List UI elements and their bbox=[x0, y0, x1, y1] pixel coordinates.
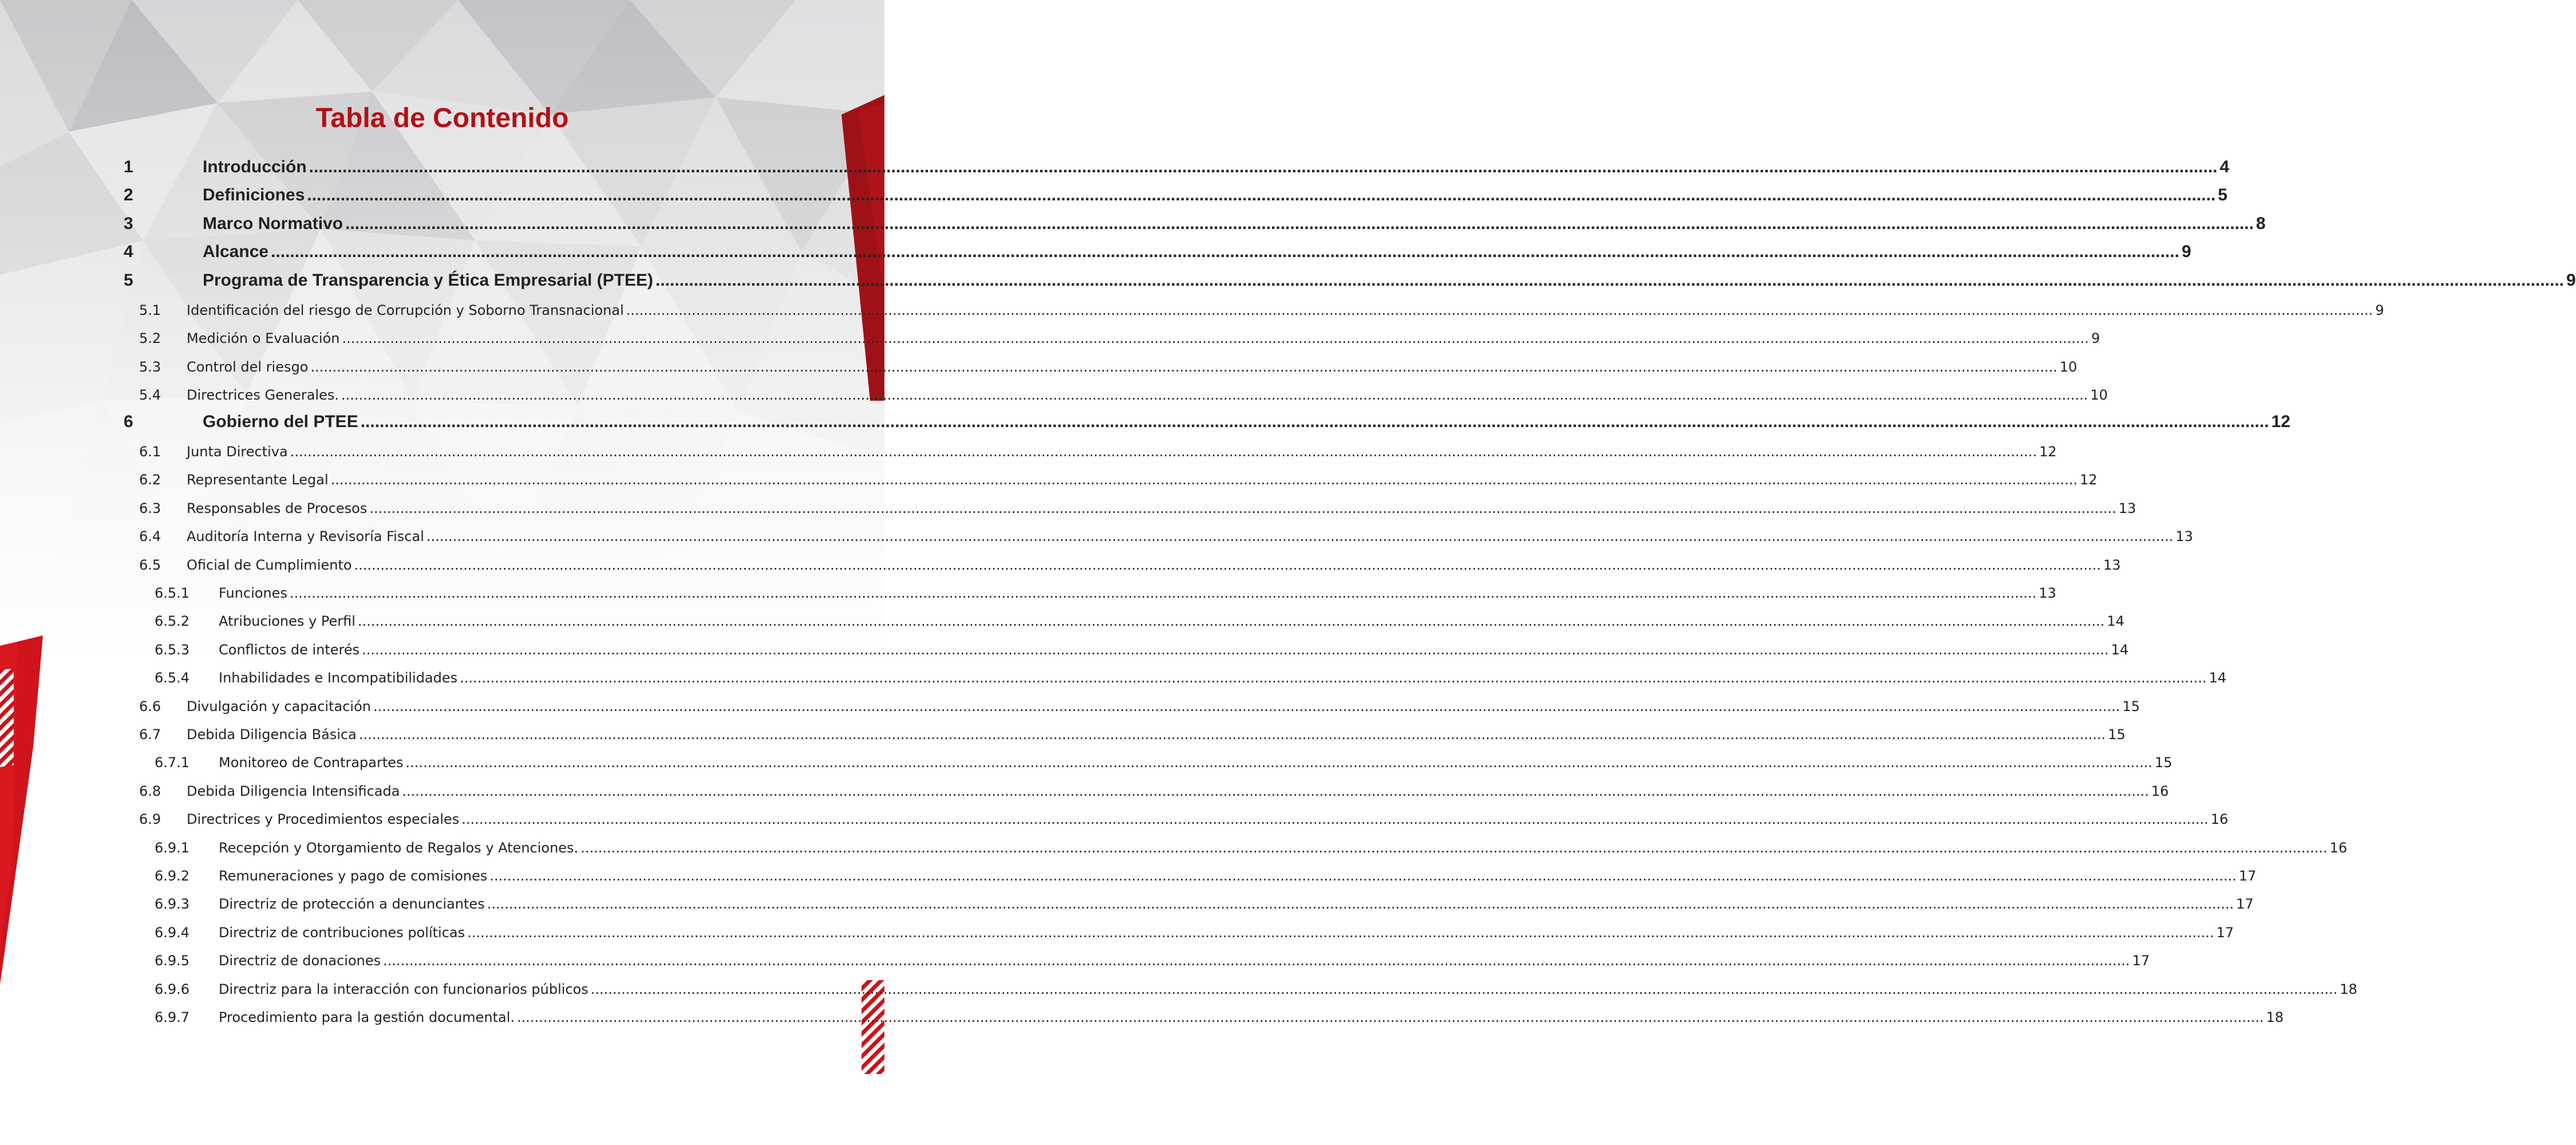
toc-entry-label: Gobierno del PTEE bbox=[203, 412, 358, 431]
toc-entry[interactable] bbox=[0, 205, 2266, 234]
dot-leader: ................................................................................................................................................................................................................................................................................................................................................................................................................ bbox=[310, 358, 2057, 375]
toc-entry[interactable] bbox=[0, 262, 2576, 290]
toc-entry-number: 3 bbox=[124, 214, 133, 233]
dot-leader: ................................................................................................................................................................................................................................................................................................................................................................................................................ bbox=[358, 727, 2106, 743]
toc-entry-label: Debida Diligencia Básica bbox=[187, 727, 357, 743]
toc-entry-label: Directrices Generales. bbox=[187, 387, 339, 404]
toc-entry-label: Atribuciones y Perfil bbox=[219, 613, 355, 630]
dot-leader: ................................................................................................................................................................................................................................................................................................................................................................................................................ bbox=[357, 613, 2105, 630]
toc-entry-label: Control del riesgo bbox=[187, 358, 309, 375]
toc-entry-page: 8 bbox=[2256, 214, 2266, 233]
toc-entry-label: Recepción y Otorgamiento de Regalos y Atenciones. bbox=[219, 839, 579, 856]
toc-entry-number: 1 bbox=[124, 157, 133, 176]
dot-leader: ................................................................................................................................................................................................................................................................................................................................................................................................................ bbox=[590, 981, 2338, 997]
dot-leader: ................................................................................................................................................................................................................................................................................................................................................................................................................ bbox=[309, 157, 2218, 176]
dot-leader: ................................................................................................................................................................................................................................................................................................................................................................................................................ bbox=[345, 214, 2254, 233]
toc-entry-label: Definiciones bbox=[203, 185, 305, 205]
toc-entry-number: 6.9.6 bbox=[155, 981, 190, 997]
toc-entry-page: 12 bbox=[2080, 472, 2097, 488]
toc-entry-label: Identificación del riesgo de Corrupción y Soborno Transnacional bbox=[187, 302, 624, 318]
toc-entry-page: 18 bbox=[2340, 981, 2357, 997]
dot-leader: ................................................................................................................................................................................................................................................................................................................................................................................................................ bbox=[461, 811, 2208, 828]
toc-entry-page: 13 bbox=[2103, 556, 2121, 573]
toc-entry-page: 4 bbox=[2219, 157, 2230, 176]
toc-entry-number: 6.1 bbox=[139, 444, 161, 460]
toc-entry-number: 6.2 bbox=[139, 472, 161, 488]
toc-entry-number: 6.8 bbox=[139, 783, 161, 799]
toc-entry[interactable] bbox=[0, 969, 2357, 997]
toc-entry-page: 17 bbox=[2132, 953, 2150, 969]
toc-entry-label: Marco Normativo bbox=[203, 214, 343, 233]
toc-entry-page: 16 bbox=[2329, 839, 2348, 856]
toc-entry-page: 16 bbox=[2151, 783, 2169, 799]
toc-entry-number: 6.5 bbox=[139, 556, 161, 573]
toc-entry-page: 13 bbox=[2118, 500, 2136, 516]
toc-entry[interactable] bbox=[0, 601, 2125, 630]
toc-entry-number: 6.3 bbox=[139, 500, 161, 516]
toc-entry-label: Inhabilidades e Incompatibilidades bbox=[219, 670, 458, 686]
toc-entry-number: 6.6 bbox=[139, 698, 161, 714]
toc-entry[interactable] bbox=[0, 799, 2229, 828]
dot-leader: ................................................................................................................................................................................................................................................................................................................................................................................................................ bbox=[373, 698, 2120, 714]
toc-entry-page: 13 bbox=[2175, 528, 2193, 545]
toc-entry-number: 6.9.3 bbox=[155, 896, 190, 913]
toc-entry[interactable] bbox=[0, 629, 2129, 658]
toc-entry-label: Procedimiento para la gestión documental. bbox=[219, 1009, 515, 1025]
toc-entry[interactable] bbox=[0, 488, 2136, 516]
toc-entry-label: Remuneraciones y pago de comisiones bbox=[219, 868, 488, 884]
toc-entry-page: 18 bbox=[2266, 1009, 2284, 1025]
toc-entry-label: Alcance bbox=[203, 242, 269, 262]
toc-entry[interactable] bbox=[0, 346, 2077, 375]
toc-entry-label: Medición o Evaluación bbox=[187, 330, 340, 347]
toc-entry-number: 4 bbox=[124, 242, 133, 262]
toc-entry[interactable] bbox=[0, 318, 2100, 347]
toc-entry[interactable] bbox=[0, 290, 2384, 318]
toc-entry[interactable] bbox=[0, 374, 2108, 404]
dot-leader: ................................................................................................................................................................................................................................................................................................................................................................................................................ bbox=[626, 302, 2373, 318]
dot-leader: ................................................................................................................................................................................................................................................................................................................................................................................................................ bbox=[460, 670, 2207, 686]
dot-leader: ................................................................................................................................................................................................................................................................................................................................................................................................................ bbox=[307, 185, 2216, 205]
toc-entry-number: 6.7 bbox=[139, 727, 161, 743]
toc-entry-page: 9 bbox=[2375, 302, 2384, 318]
page-title: Tabla de Contenido bbox=[315, 103, 569, 133]
toc-entry[interactable] bbox=[0, 403, 2291, 432]
toc-entry[interactable] bbox=[0, 997, 2284, 1025]
dot-leader: ................................................................................................................................................................................................................................................................................................................................................................................................................ bbox=[330, 472, 2078, 488]
dot-leader: ................................................................................................................................................................................................................................................................................................................................................................................................................ bbox=[487, 896, 2234, 913]
toc-entry[interactable] bbox=[0, 657, 2227, 686]
toc-entry-label: Directrices y Procedimientos especiales bbox=[187, 811, 460, 828]
dot-leader: ................................................................................................................................................................................................................................................................................................................................................................................................................ bbox=[360, 412, 2269, 431]
toc-entry-page: 17 bbox=[2238, 868, 2257, 884]
toc-entry-label: Directriz de contribuciones políticas bbox=[219, 924, 465, 941]
dot-leader: ................................................................................................................................................................................................................................................................................................................................................................................................................ bbox=[580, 839, 2328, 856]
toc-entry-label: Directriz de protección a denunciantes bbox=[219, 896, 485, 913]
toc-entry-label: Representante Legal bbox=[187, 472, 329, 488]
toc-entry-number: 6.9.1 bbox=[155, 839, 190, 856]
toc-entry[interactable] bbox=[0, 176, 2228, 205]
dot-leader: ................................................................................................................................................................................................................................................................................................................................................................................................................ bbox=[405, 755, 2153, 771]
dot-leader: ................................................................................................................................................................................................................................................................................................................................................................................................................ bbox=[289, 585, 2037, 601]
toc-entry-page: 5 bbox=[2218, 185, 2228, 205]
toc-entry-page: 14 bbox=[2107, 613, 2125, 630]
toc-entry-page: 12 bbox=[2271, 412, 2291, 431]
toc-entry-number: 6.5.3 bbox=[155, 641, 190, 658]
toc-entry[interactable] bbox=[0, 855, 2257, 884]
toc-entry-number: 5.4 bbox=[139, 387, 161, 404]
toc-entry-page: 16 bbox=[2210, 811, 2229, 828]
toc-entry-label: Directriz de donaciones bbox=[219, 953, 381, 969]
toc-entry-label: Responsables de Procesos bbox=[187, 500, 368, 516]
toc-entry-number: 6.5.4 bbox=[155, 670, 190, 686]
toc-entry-label: Debida Diligencia Intensificada bbox=[187, 783, 400, 799]
toc-entry[interactable] bbox=[0, 771, 2169, 799]
toc-entry-number: 6.9.4 bbox=[155, 924, 190, 941]
toc-entry[interactable] bbox=[0, 431, 2057, 460]
toc-entry-number: 6.9.7 bbox=[155, 1009, 190, 1025]
dot-leader: ................................................................................................................................................................................................................................................................................................................................................................................................................ bbox=[290, 444, 2037, 460]
dot-leader: ................................................................................................................................................................................................................................................................................................................................................................................................................ bbox=[354, 556, 2101, 573]
toc-entry-label: Introducción bbox=[203, 157, 307, 176]
toc-entry-page: 17 bbox=[2216, 924, 2234, 941]
toc-entry-number: 6.9.5 bbox=[155, 953, 190, 969]
toc-entry-number: 6.9 bbox=[139, 811, 161, 828]
toc-entry-page: 9 bbox=[2566, 270, 2576, 290]
toc-entry[interactable] bbox=[0, 233, 2191, 262]
toc-entry-number: 6.9.2 bbox=[155, 868, 190, 884]
toc-entry-number: 6.7.1 bbox=[155, 755, 190, 771]
dot-leader: ................................................................................................................................................................................................................................................................................................................................................................................................................ bbox=[467, 924, 2214, 941]
dot-leader: ................................................................................................................................................................................................................................................................................................................................................................................................................ bbox=[402, 783, 2149, 799]
toc-entry[interactable] bbox=[0, 686, 2140, 714]
dot-leader: ................................................................................................................................................................................................................................................................................................................................................................................................................ bbox=[341, 387, 2088, 404]
toc-entry-page: 14 bbox=[2208, 670, 2227, 686]
toc-entry-page: 15 bbox=[2155, 755, 2172, 771]
dot-leader: ................................................................................................................................................................................................................................................................................................................................................................................................................ bbox=[655, 270, 2564, 290]
toc-entry-number: 2 bbox=[124, 185, 133, 205]
toc-entry-page: 12 bbox=[2039, 444, 2057, 460]
toc-entry-page: 9 bbox=[2182, 242, 2191, 262]
dot-leader: ................................................................................................................................................................................................................................................................................................................................................................................................................ bbox=[383, 953, 2130, 969]
dot-leader: ................................................................................................................................................................................................................................................................................................................................................................................................................ bbox=[369, 500, 2116, 516]
toc-entry[interactable] bbox=[0, 459, 2097, 488]
toc-entry[interactable] bbox=[0, 544, 2121, 573]
toc-entry-page: 9 bbox=[2091, 330, 2100, 347]
toc-entry-label: Auditoría Interna y Revisoría Fiscal bbox=[187, 528, 424, 545]
toc-entry-number: 6.5.1 bbox=[155, 585, 190, 601]
toc-entry-number: 6.4 bbox=[139, 528, 161, 545]
toc-entry-label: Directriz para la interacción con funcionarios públicos bbox=[219, 981, 588, 997]
dot-leader: ................................................................................................................................................................................................................................................................................................................................................................................................................ bbox=[271, 242, 2180, 262]
toc-entry-number: 6 bbox=[124, 412, 133, 431]
toc-entry-label: Conflictos de interés bbox=[219, 641, 360, 658]
toc-entry[interactable] bbox=[0, 912, 2234, 941]
toc-entry-page: 15 bbox=[2122, 698, 2140, 714]
toc-entry-label: Divulgación y capacitación bbox=[187, 698, 371, 714]
toc-entry-number: 5.1 bbox=[139, 302, 161, 318]
toc-entry[interactable] bbox=[0, 714, 2125, 743]
toc-entry-number: 5.3 bbox=[139, 358, 161, 375]
toc-entry[interactable] bbox=[0, 572, 2057, 601]
toc-entry[interactable] bbox=[0, 883, 2254, 913]
toc-entry[interactable] bbox=[0, 516, 2193, 545]
toc-entry[interactable] bbox=[0, 940, 2150, 969]
toc-entry-page: 10 bbox=[2090, 387, 2108, 404]
dot-leader: ................................................................................................................................................................................................................................................................................................................................................................................................................ bbox=[517, 1009, 2264, 1025]
toc-entry[interactable] bbox=[0, 742, 2172, 771]
dot-leader: ................................................................................................................................................................................................................................................................................................................................................................................................................ bbox=[362, 641, 2109, 658]
toc-entry-number: 5 bbox=[124, 270, 133, 290]
dot-leader: ................................................................................................................................................................................................................................................................................................................................................................................................................ bbox=[342, 330, 2089, 347]
toc-entry-label: Oficial de Cumplimiento bbox=[187, 556, 352, 573]
toc-entry-label: Funciones bbox=[219, 585, 287, 601]
toc-entry-page: 10 bbox=[2059, 358, 2077, 375]
toc-entry-number: 6.5.2 bbox=[155, 613, 190, 630]
toc-entry-page: 14 bbox=[2111, 641, 2129, 658]
toc-entry-label: Programa de Transparencia y Ética Empresarial (PTEE) bbox=[203, 270, 654, 290]
toc-entry-page: 15 bbox=[2108, 727, 2125, 743]
toc-entry-number: 5.2 bbox=[139, 330, 161, 347]
toc-entry[interactable] bbox=[0, 148, 2230, 177]
toc-entry-page: 17 bbox=[2236, 896, 2254, 913]
toc-entry-label: Junta Directiva bbox=[187, 444, 288, 460]
toc-entry-page: 13 bbox=[2038, 585, 2057, 601]
toc-entry[interactable] bbox=[0, 827, 2348, 856]
dot-leader: ................................................................................................................................................................................................................................................................................................................................................................................................................ bbox=[426, 528, 2174, 545]
toc-entry-label: Monitoreo de Contrapartes bbox=[219, 755, 404, 771]
dot-leader: ................................................................................................................................................................................................................................................................................................................................................................................................................ bbox=[489, 868, 2237, 884]
